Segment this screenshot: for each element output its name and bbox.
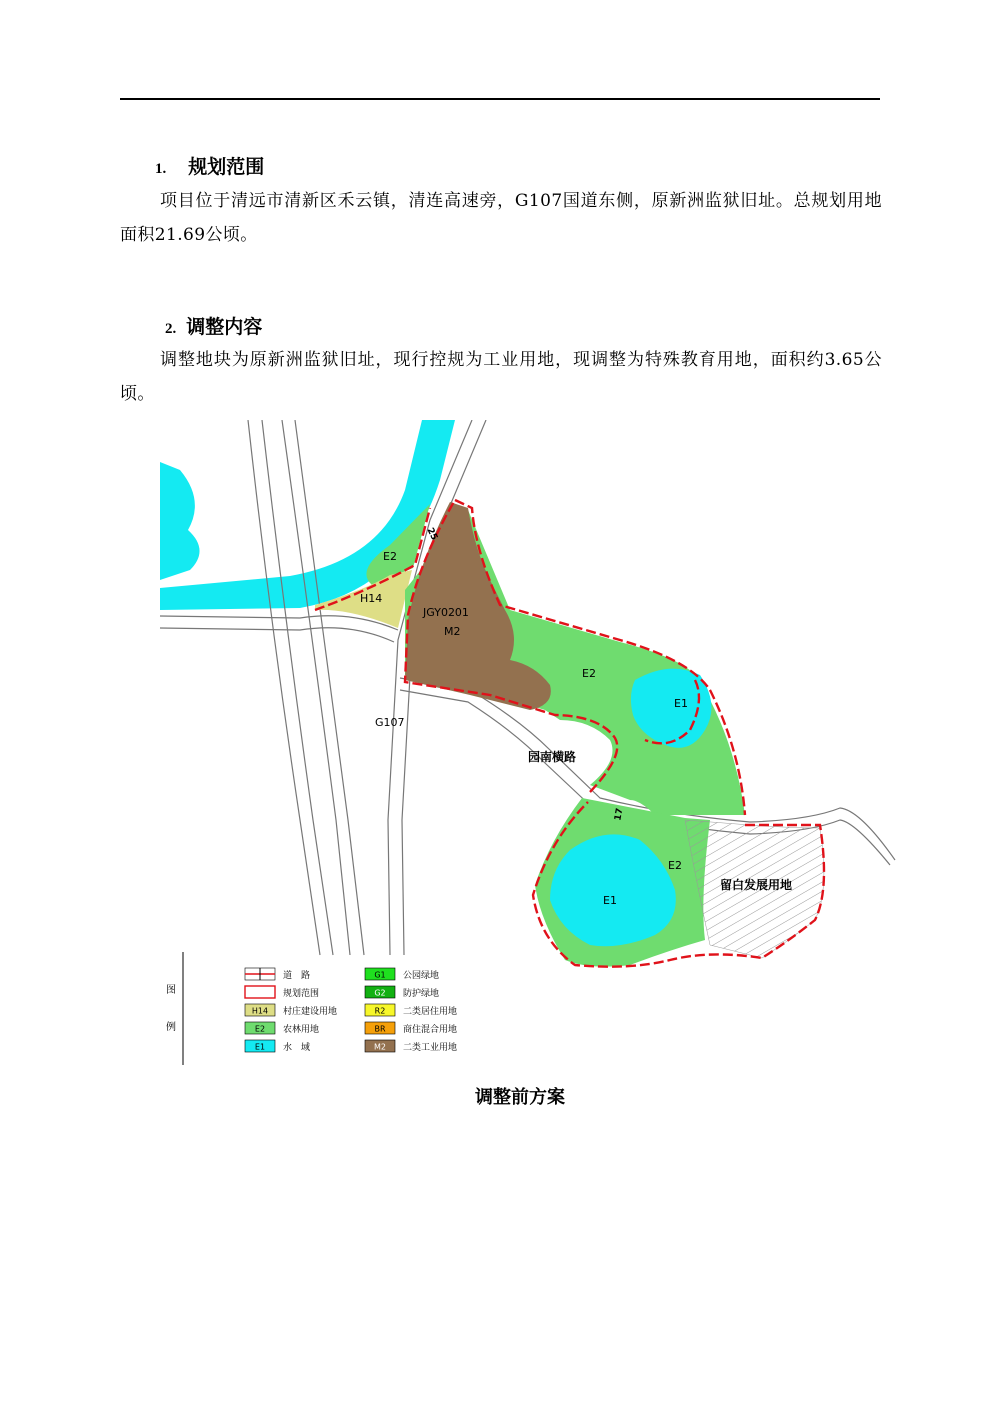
label-road-width-25: 25 [424, 526, 439, 542]
river-water [160, 462, 200, 580]
legend-title-bottom: 例 [166, 1022, 176, 1033]
legend-label: 商住混合用地 [403, 1025, 458, 1035]
label-e1-south: E1 [603, 894, 617, 907]
label-h14: H14 [360, 592, 383, 605]
label-yuannan-road: 园南横路 [528, 750, 577, 764]
section-2-number: 2. [165, 321, 177, 337]
legend-code: BR [374, 1024, 386, 1034]
legend-swatch-br [365, 1022, 457, 1035]
label-e2-east: E2 [582, 667, 596, 680]
map-legend [166, 952, 457, 1065]
legend-swatch-e1 [245, 1040, 310, 1053]
legend-swatch-road [245, 968, 310, 981]
legend-label: 农林用地 [283, 1025, 320, 1035]
legend-swatch-m2 [365, 1040, 457, 1053]
legend-label: 防护绿地 [403, 989, 440, 999]
label-e1-east: E1 [674, 697, 688, 710]
label-m2: M2 [444, 625, 461, 638]
legend-code: G2 [374, 988, 386, 998]
section-1-number: 1. [155, 161, 167, 177]
legend-code: M2 [374, 1042, 386, 1052]
legend-label: 公园绿地 [403, 971, 440, 981]
legend-swatch-g2 [365, 986, 439, 999]
land-use-map [150, 420, 900, 1075]
legend-label: 二类工业用地 [403, 1043, 458, 1053]
legend-swatch-boundary [245, 986, 319, 999]
legend-swatch-g1 [365, 968, 439, 981]
legend-swatch-r2 [365, 1004, 457, 1017]
legend-code: E2 [254, 1024, 266, 1034]
legend-swatch-h14 [245, 1004, 337, 1017]
legend-label: 水 域 [283, 1043, 311, 1053]
legend-code: H14 [251, 1006, 269, 1016]
legend-label: 二类居住用地 [403, 1007, 458, 1017]
section-1-text: 项目位于清远市清新区禾云镇，清连高速旁，G107国道东侧，原新洲监狱旧址。总规划用地面积21.69公顷。 [120, 191, 882, 245]
section-2-title: 调整内容 [186, 316, 263, 338]
legend-title-top: 图 [166, 985, 176, 996]
section-2-heading [165, 312, 262, 339]
label-parcel-id: JGY0201 [423, 606, 469, 619]
legend-code: E1 [254, 1042, 266, 1052]
figure-caption: 调整前方案 [475, 1087, 565, 1108]
expressway [248, 420, 364, 955]
section-1-heading [155, 152, 264, 179]
legend-code: G1 [374, 970, 386, 980]
legend-label: 道 路 [283, 971, 311, 981]
label-reserve-land: 留白发展用地 [720, 878, 793, 892]
section-1-title: 规划范围 [188, 156, 265, 178]
section-2-text: 调整地块为原新洲监狱旧址，现行控规为工业用地，现调整为特殊教育用地，面积约3.65公顷。 [120, 350, 882, 404]
header-rule [120, 98, 880, 100]
legend-code: R2 [374, 1006, 386, 1016]
legend-swatch-e2 [245, 1022, 319, 1035]
label-e2-north: E2 [383, 550, 397, 563]
legend-label: 规划范围 [283, 989, 320, 999]
legend-label: 村庄建设用地 [283, 1007, 338, 1017]
side-road [160, 616, 398, 642]
label-road-width-17: 17 [613, 807, 626, 822]
label-g107: G107 [375, 716, 405, 729]
label-e2-south: E2 [668, 859, 682, 872]
